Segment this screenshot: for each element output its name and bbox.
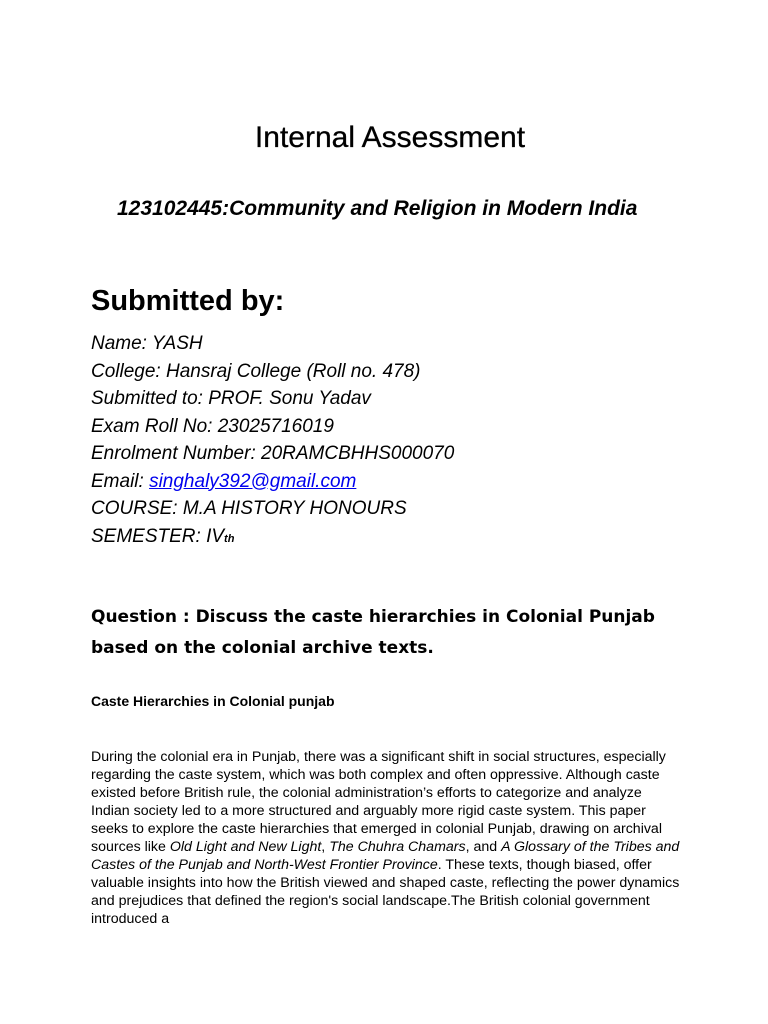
submitted-by-heading: Submitted by:: [91, 285, 285, 317]
detail-email: [91, 468, 454, 496]
source-title-old-light: Old Light and New Light: [169, 839, 322, 855]
detail-submitted-to: Submitted to: PROF. Sonu Yadav: [91, 388, 371, 409]
detail-name: Name: YASH: [91, 333, 203, 354]
detail-college: College: Hansraj College (Roll no. 478): [91, 360, 421, 382]
source-title-chuhra-chamars: The Chuhra Chamars: [329, 839, 466, 855]
semester-text: SEMESTER: IV: [91, 525, 225, 547]
body-paragraph: [91, 748, 681, 928]
body-text-part2: . These texts, though biased, offer valuable insights into how the British viewed and shaped caste, reflecting the power dynamics and prejudices that defined the region's social landscape.The British colonial government introduced a: [91, 857, 680, 927]
course-title: 123102445:Community and Religion in Modern India: [117, 197, 638, 220]
question-text: Question : Discuss the caste hierarchies in Colonial Punjab based on the colonial archive texts.: [91, 607, 655, 658]
source-title-glossary: A Glossary of the Tribes and Castes of the Punjab and North-West Frontier Province: [91, 839, 680, 873]
detail-semester: [91, 523, 454, 554]
detail-enrolment: Enrolment Number: 20RAMCBHHS000070: [91, 443, 455, 464]
body-separator-1: ,: [321, 839, 330, 855]
section-heading: Caste Hierarchies in Colonial punjab: [91, 693, 335, 709]
semester-suffix: th: [224, 532, 235, 545]
student-details: [91, 330, 454, 553]
body-separator-2: , and: [465, 839, 502, 855]
email-label: Email:: [91, 470, 150, 492]
body-text-part1: During the colonial era in Punjab, there was a significant shift in social structures, especially regarding the caste system, which was both complex and often oppressive. Although caste existed before British rule, the colonial administration’s efforts to categorize and analyze Indian society led to a more structured and arguably more rigid caste system. This paper seeks to explore the caste hierarchies that emerged in colonial Punjab, drawing on archival sources like: [91, 749, 666, 855]
detail-course: COURSE: M.A HISTORY HONOURS: [91, 498, 407, 519]
detail-exam-roll: Exam Roll No: 23025716019: [91, 415, 334, 437]
email-link[interactable]: singhaly392@gmail.com: [149, 470, 357, 492]
page-title: Internal Assessment: [254, 121, 526, 154]
